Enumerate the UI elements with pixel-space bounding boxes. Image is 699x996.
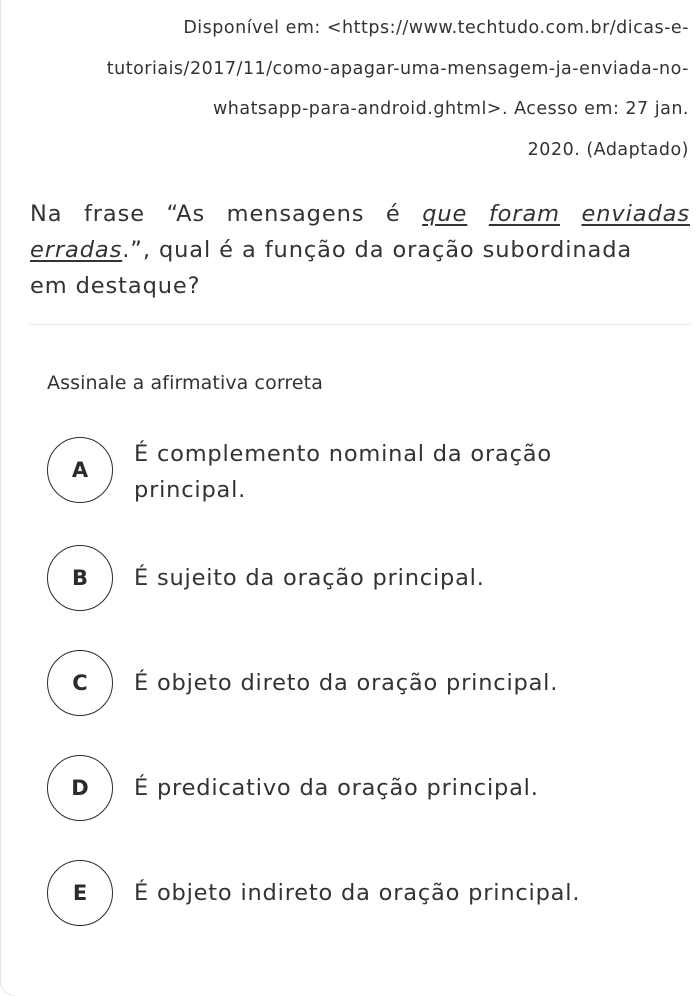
question-word: Na [30, 201, 63, 227]
option-d[interactable] [47, 755, 687, 821]
option-e[interactable] [47, 860, 687, 926]
question-line-2 [30, 232, 690, 268]
question-word: mensagens [226, 201, 365, 227]
source-citation [29, 8, 689, 170]
highlighted-clause-word: que [422, 201, 468, 227]
source-line: whatsapp-para-android.ghtml>. Acesso em: 27 jan. [212, 99, 689, 119]
option-text[interactable]: É objeto indireto da oração principal. [134, 880, 581, 906]
question-word: frase [83, 201, 145, 227]
option-letter-badge[interactable]: D [47, 755, 113, 821]
source-line: 2020. (Adaptado) [527, 139, 689, 160]
highlighted-clause-word: erradas [30, 237, 123, 263]
question-line-2-rest: .”, qual é a função da oração subordinada [122, 237, 633, 263]
question-word: “As [166, 201, 206, 227]
source-line: Disponível em: <https://www.techtudo.com.br/dicas-e- [183, 18, 689, 38]
option-text[interactable]: É objeto direto da oração principal. [134, 670, 559, 696]
option-text[interactable]: É complemento nominal da oração principal. [134, 441, 552, 503]
question-word: é [385, 201, 401, 227]
question-text [30, 196, 690, 304]
option-letter-badge[interactable]: E [47, 860, 113, 926]
divider [30, 324, 690, 325]
option-a[interactable] [47, 437, 687, 508]
option-text[interactable]: É predicativo da oração principal. [134, 775, 539, 801]
option-letter-badge[interactable]: A [47, 437, 113, 503]
option-letter-badge[interactable]: B [47, 545, 113, 611]
question-line-3: em destaque? [30, 273, 201, 299]
option-b[interactable] [47, 545, 687, 611]
option-letter-badge[interactable]: C [47, 650, 113, 716]
question-line-1 [30, 196, 690, 232]
option-c[interactable] [47, 650, 687, 716]
instruction-text: Assinale a afirmativa correta [47, 372, 323, 394]
option-text[interactable]: É sujeito da oração principal. [134, 565, 485, 591]
source-line: tutoriais/2017/11/como-apagar-uma-mensagem-ja-enviada-no- [106, 58, 689, 79]
highlighted-clause-word: enviadas [581, 201, 690, 227]
highlighted-clause-word: foram [488, 201, 560, 227]
card-frame-edge [0, 0, 15, 996]
